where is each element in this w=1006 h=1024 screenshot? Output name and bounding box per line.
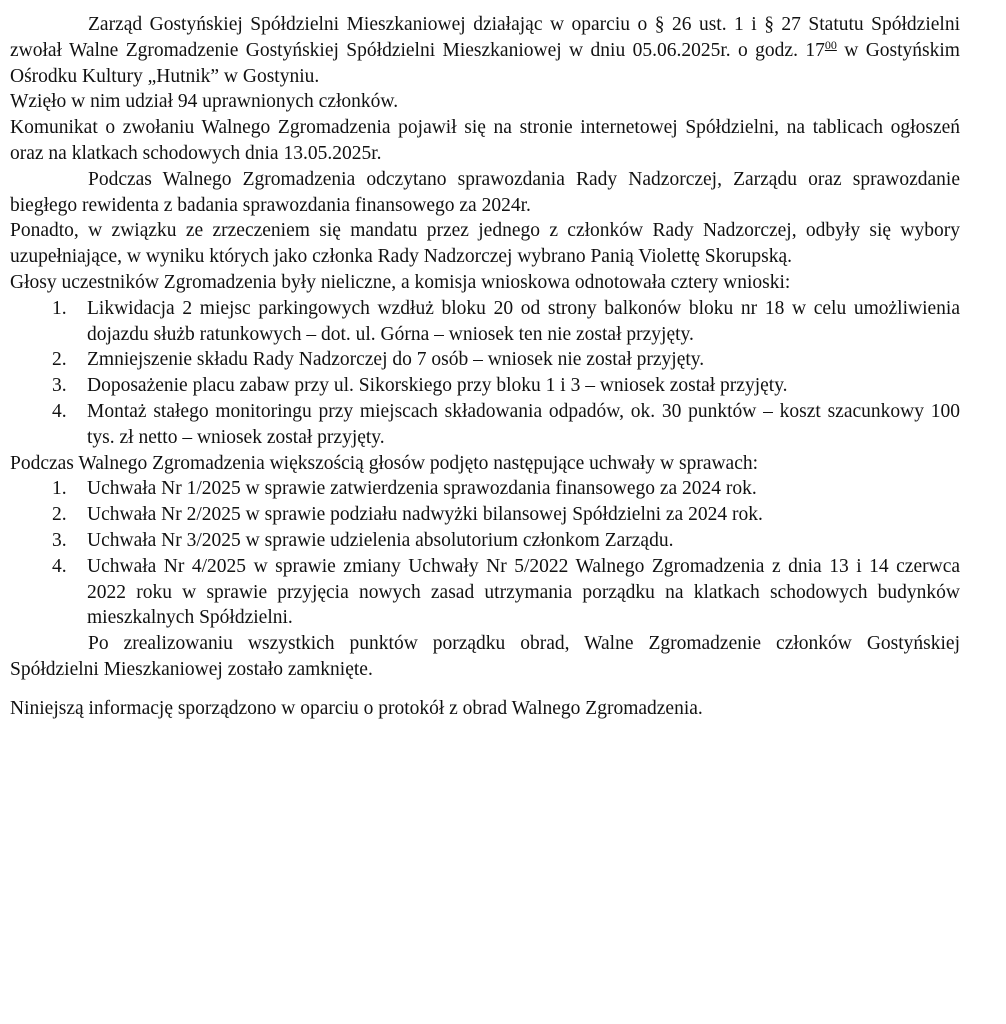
source-note-paragraph: Niniejszą informację sporządzono w oparciu o protokół z obrad Walnego Zgromadzenia. — [10, 697, 703, 719]
intro-text-end: w Gostyńskim Ośrodku Kultury „Hutnik” w Gostyniu. — [10, 39, 960, 87]
list-item — [52, 347, 960, 373]
list-text: Zmniejszenie składu Rady Nadzorczej do 7 osób – wniosek nie został przyjęty. — [87, 349, 705, 371]
list-text: Doposażenie placu zabaw przy ul. Sikorskiego przy bloku 1 i 3 – wniosek został przyjęty. — [87, 375, 788, 397]
list-item — [52, 554, 960, 631]
announcement-paragraph: Komunikat o zwołaniu Walnego Zgromadzenia pojawił się na stronie internetowej Spółdzielni, na tablicach ogłoszeń oraz na klatkach schodowych dnia 13.05.2025r. — [10, 117, 960, 164]
list-item — [52, 399, 960, 451]
reports-paragraph: Podczas Walnego Zgromadzenia odczytano sprawozdania Rady Nadzorczej, Zarządu oraz sprawozdanie biegłego rewidenta z badania sprawozdania finansowego za 2024r. — [10, 168, 960, 216]
list-number: 3. — [52, 375, 67, 397]
list-item — [52, 476, 960, 502]
list-number: 1. — [52, 297, 67, 319]
attendance-paragraph: Wzięło w nim udział 94 uprawnionych członków. — [10, 91, 399, 113]
list-text: Uchwała Nr 1/2025 w sprawie zatwierdzenia sprawozdania finansowego za 2024 rok. — [87, 478, 757, 500]
list-number: 2. — [52, 504, 67, 526]
election-paragraph: Ponadto, w związku ze zrzeczeniem się mandatu przez jednego z członków Rady Nadzorczej, odbyły się wybory uzupełniające, w wyniku których jako członka Rady Nadzorczej wybrano Panią Violettę Skorupską. — [10, 220, 960, 268]
motions-list — [10, 296, 960, 451]
list-text: Uchwała Nr 4/2025 w sprawie zmiany Uchwały Nr 5/2022 Walnego Zgromadzenia z dnia 13 i 14 czerwca 2022 roku w sprawie przyjęcia nowych zasad utrzymania porządku na klatkach schodowych budynków mieszkalnych Spółdzielni. — [87, 555, 960, 629]
list-item — [52, 528, 960, 554]
intro-paragraph — [10, 12, 960, 89]
list-text: Likwidacja 2 miejsc parkingowych wzdłuż bloku 20 od strony balkonów bloku nr 18 w celu umożliwienia dojazdu służb ratunkowych – dot. ul. Górna – wniosek ten nie został przyjęty. — [87, 297, 960, 345]
motions-intro-paragraph: Głosy uczestników Zgromadzenia były nieliczne, a komisja wnioskowa odnotowała cztery wnioski: — [10, 271, 791, 293]
list-number: 1. — [52, 478, 67, 500]
closing-paragraph: Po zrealizowaniu wszystkich punktów porządku obrad, Walne Zgromadzenie członków Gostyńskiej Spółdzielni Mieszkaniowej zostało zamknięte. — [10, 633, 960, 680]
intro-text: Zarząd Gostyńskiej Spółdzielni Mieszkaniowej działając w oparciu o § 26 ust. 1 i § 27 Statutu Spółdzielni zwołał Walne Zgromadzenie Gostyńskiej Spółdzielni Mieszkaniowej w dniu 05.06.2025r. o godz. 17 — [10, 14, 960, 61]
list-item — [52, 296, 960, 348]
list-number: 4. — [52, 555, 67, 577]
list-text: Uchwała Nr 3/2025 w sprawie udzielenia absolutorium członkom Zarządu. — [87, 529, 674, 551]
list-item — [52, 373, 960, 399]
list-number: 3. — [52, 529, 67, 551]
list-number: 2. — [52, 349, 67, 371]
list-number: 4. — [52, 400, 67, 422]
resolutions-list — [10, 476, 960, 631]
resolutions-intro-paragraph: Podczas Walnego Zgromadzenia większością głosów podjęto następujące uchwały w sprawach: — [10, 452, 759, 474]
list-text: Uchwała Nr 2/2025 w sprawie podziału nadwyżki bilansowej Spółdzielni za 2024 rok. — [87, 504, 763, 526]
time-superscript: 00 — [824, 37, 837, 52]
list-item — [52, 502, 960, 528]
list-text: Montaż stałego monitoringu przy miejscach składowania odpadów, ok. 30 punktów – koszt szacunkowy 100 tys. zł netto – wniosek został przyjęty. — [87, 400, 960, 448]
